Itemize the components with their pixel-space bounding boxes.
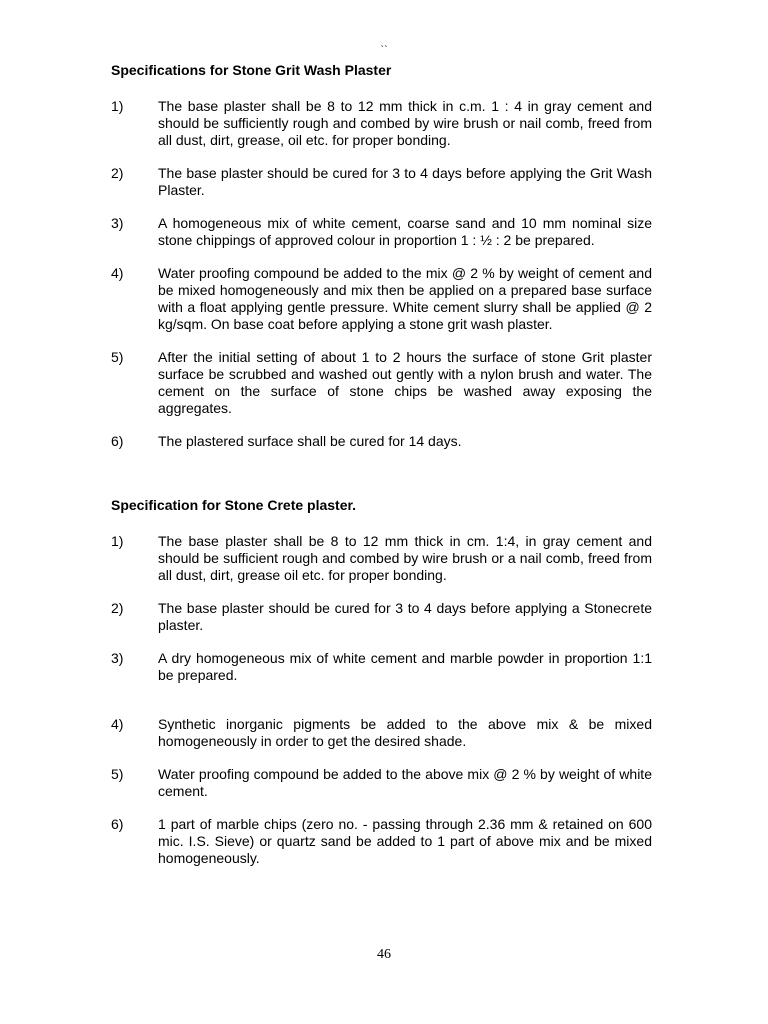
list-item [111, 349, 652, 417]
item-text: Synthetic inorganic pigments be added to the above mix & be mixed homogeneously in order to get the desired shade. [158, 716, 652, 749]
item-number: 5) [111, 766, 124, 782]
top-mark: `` [380, 44, 388, 56]
item-text: The base plaster shall be 8 to 12 mm thick in c.m. 1 : 4 in gray cement and should be sufficiently rough and combed by wire brush or nail comb, freed from all dust, dirt, grease, oil etc. for proper bonding. [158, 98, 652, 148]
item-text: Water proofing compound be added to the mix @ 2 % by weight of cement and be mixed homogeneously and mix then be applied on a prepared base surface with a float applying gentle pressure. White cement slurry shall be applied @ 2 kg/sqm. On base coat before applying a stone grit wash plaster. [158, 265, 652, 332]
item-text: The base plaster shall be 8 to 12 mm thick in cm. 1:4, in gray cement and should be sufficient rough and combed by wire brush or a nail comb, freed from all dust, dirt, grease oil etc. for proper bonding. [158, 533, 652, 583]
item-text: The base plaster should be cured for 3 to 4 days before applying the Grit Wash Plaster. [158, 165, 652, 198]
list-item [111, 265, 652, 333]
list-item [111, 816, 652, 867]
item-number: 1) [111, 98, 124, 114]
stone-crete-spec-list [111, 533, 652, 867]
list-item [111, 98, 652, 149]
item-number: 4) [111, 716, 124, 732]
document-content [111, 62, 652, 867]
list-item [111, 215, 652, 249]
item-number: 5) [111, 349, 124, 365]
list-item [111, 650, 652, 684]
item-text: After the initial setting of about 1 to 2 hours the surface of stone Grit plaster surface be scrubbed and washed out gently with a nylon brush and water. The cement on the surface of stone chips be washed away exposing the aggregates. [158, 349, 652, 416]
item-number: 1) [111, 533, 124, 549]
item-number: 3) [111, 215, 124, 231]
item-number: 4) [111, 265, 124, 281]
item-text: Water proofing compound be added to the above mix @ 2 % by weight of white cement. [158, 766, 652, 799]
stone-grit-spec-list [111, 98, 652, 450]
item-number: 6) [111, 433, 124, 449]
item-text: The base plaster should be cured for 3 to 4 days before applying a Stonecrete plaster. [158, 600, 652, 633]
item-text: A dry homogeneous mix of white cement and marble powder in proportion 1:1 be prepared. [158, 650, 652, 683]
section-heading-stone-crete: Specification for Stone Crete plaster. [111, 497, 357, 513]
item-text: The plastered surface shall be cured for 14 days. [158, 433, 462, 449]
item-number: 2) [111, 165, 124, 181]
list-item [111, 433, 652, 450]
item-text: A homogeneous mix of white cement, coarse sand and 10 mm nominal size stone chippings of approved colour in proportion 1 : ½ : 2 be prepared. [158, 215, 652, 248]
list-item [111, 533, 652, 584]
section-heading-stone-grit: Specifications for Stone Grit Wash Plaster [111, 62, 392, 78]
item-number: 2) [111, 600, 124, 616]
list-item [111, 716, 652, 750]
list-item [111, 600, 652, 634]
page-number: 46 [377, 947, 391, 962]
item-number: 3) [111, 650, 124, 666]
list-item [111, 766, 652, 800]
list-item [111, 165, 652, 199]
item-text: 1 part of marble chips (zero no. - passing through 2.36 mm & retained on 600 mic. I.S. Sieve) or quartz sand be added to 1 part of above mix and be mixed homogeneously. [158, 816, 652, 866]
item-number: 6) [111, 816, 124, 832]
